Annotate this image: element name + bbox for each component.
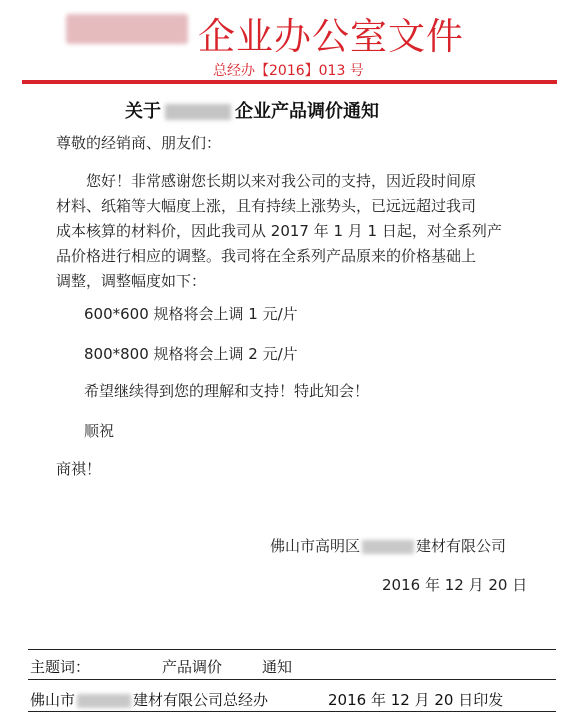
paragraph-line: 调整，调整幅度如下： [56, 272, 207, 290]
price-item: 600*600 规格将会上调 1 元/片 [84, 305, 298, 323]
greeting: 尊敬的经销商、朋友们： [56, 134, 222, 152]
footer-rule-top [28, 649, 556, 650]
signature-suffix: 建材有限公司 [416, 537, 507, 555]
issuer [30, 689, 268, 710]
keyword: 产品调价 [162, 658, 223, 676]
closing-line: 希望继续得到您的理解和支持！特此知会！ [84, 382, 370, 400]
red-divider [22, 80, 557, 84]
keywords-label: 主题词： [30, 658, 91, 676]
document-title [125, 97, 379, 123]
signature-company [270, 535, 506, 556]
footer-rule-bottom [28, 711, 556, 712]
signature-prefix: 佛山市高明区 [270, 537, 361, 555]
header-title: 企业办公室文件 [198, 15, 464, 58]
issue-date: 2016 年 12 月 20 日印发 [328, 691, 504, 709]
keyword: 通知 [262, 658, 293, 676]
redacted-company-name [66, 14, 188, 44]
document-number: 总经办【2016】013 号 [213, 63, 364, 79]
price-item: 800*800 规格将会上调 2 元/片 [84, 345, 298, 363]
title-suffix: 企业产品调价通知 [235, 101, 379, 122]
paragraph-line: 品价格进行相应的调整。我司将在全系列产品原来的价格基础上 [56, 247, 477, 265]
issuer-suffix: 建材有限公司总经办 [133, 691, 269, 709]
redacted-brand [165, 104, 231, 120]
paragraph-line: 成本核算的材料价，因此我司从 2017 年 1 月 1 日起，对全系列产 [56, 222, 502, 240]
paragraph-line: 您好！非常感谢您长期以来对我公司的支持，因近段时间原 [86, 172, 477, 190]
signature-date: 2016 年 12 月 20 日 [382, 576, 528, 594]
footer-rule-middle [28, 679, 556, 680]
redacted-issuer-name [77, 694, 131, 708]
title-prefix: 关于 [125, 101, 161, 122]
issuer-prefix: 佛山市 [30, 691, 76, 709]
wish-line: 商祺！ [56, 460, 102, 478]
regards-line: 顺祝 [84, 422, 115, 440]
paragraph-line: 材料、纸箱等大幅度上涨，且有持续上涨势头，已远远超过我司 [56, 197, 477, 215]
redacted-signature-name [362, 540, 414, 554]
